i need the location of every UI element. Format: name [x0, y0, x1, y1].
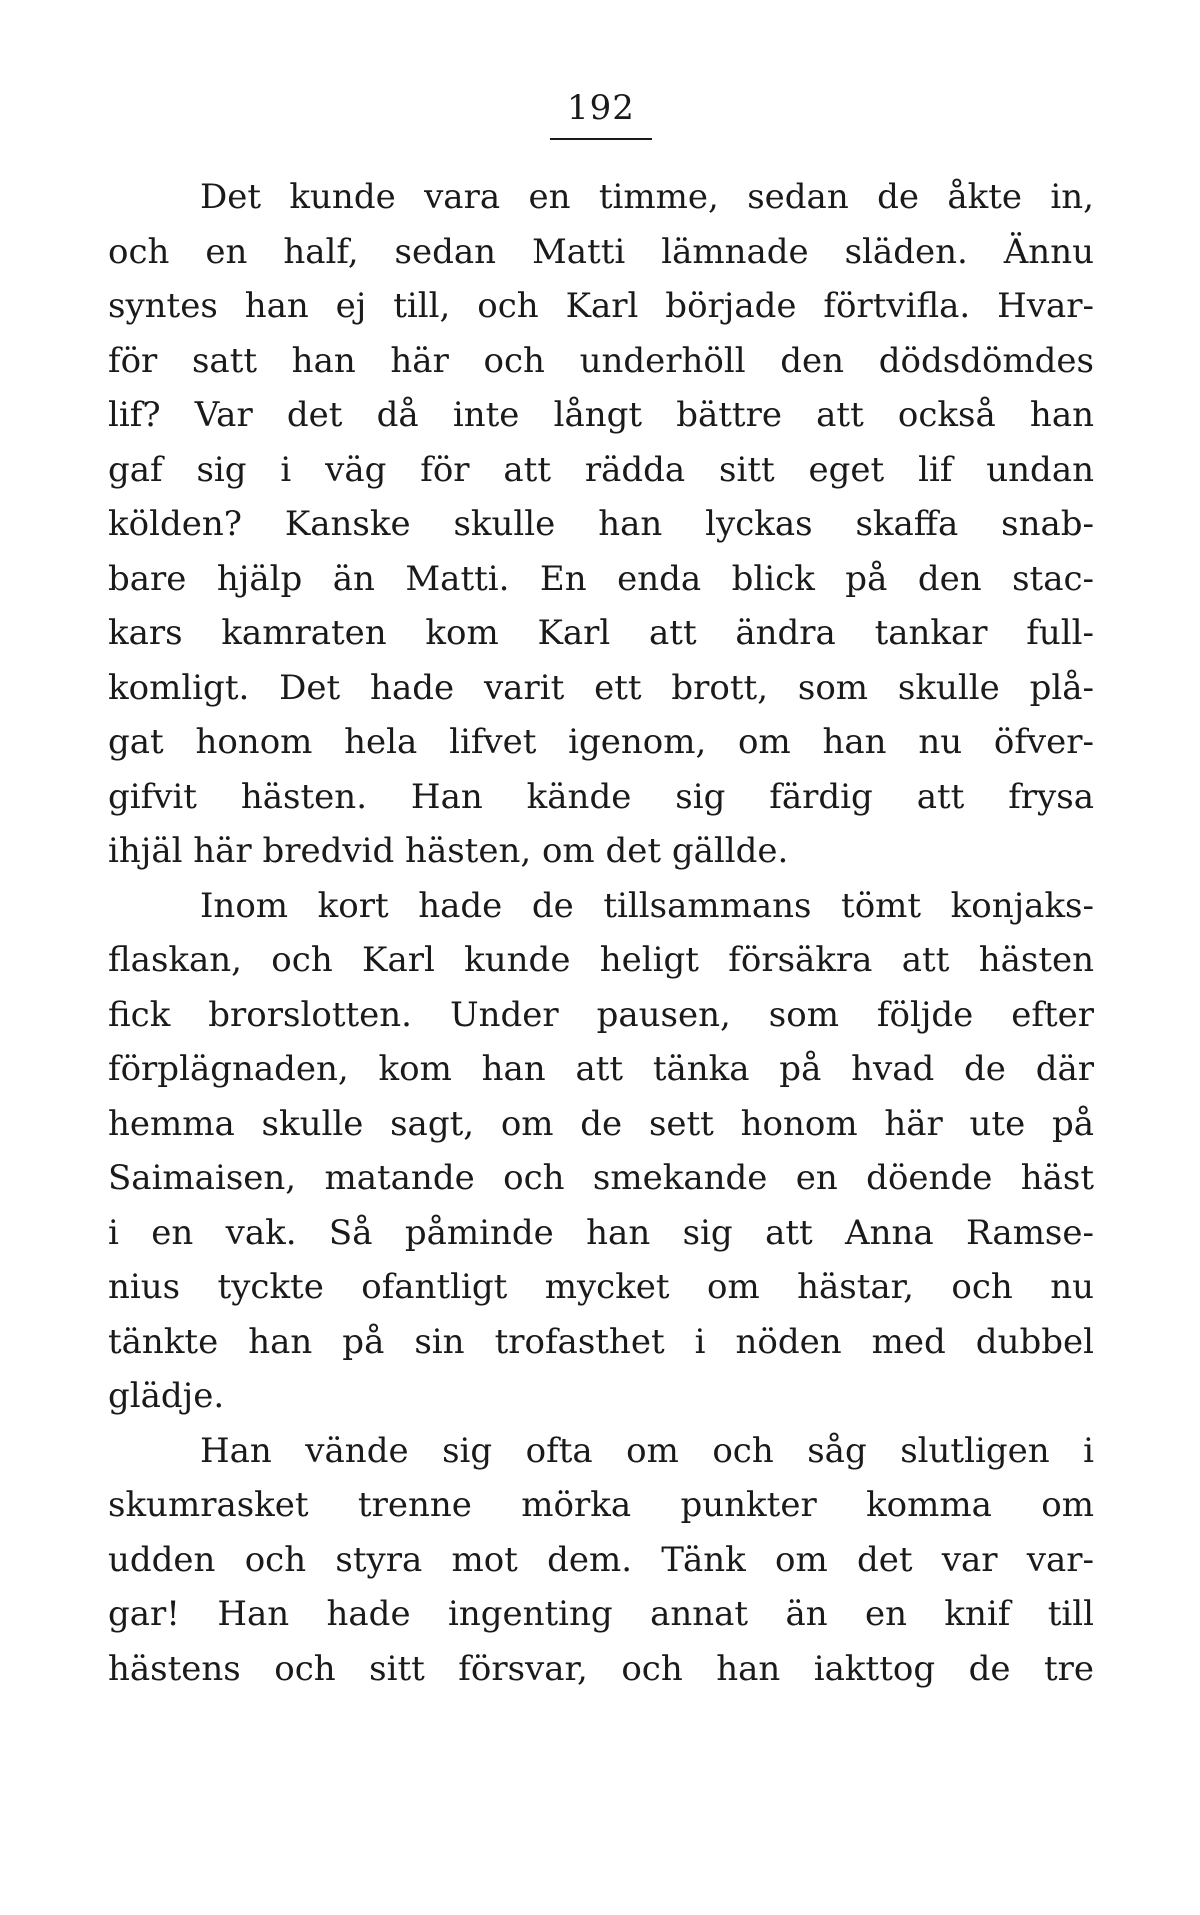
text-line: bare hjälp än Matti. En enda blick på den stac- — [108, 558, 1094, 599]
text-line: syntes han ej till, och Karl började förtvifla. Hvar- — [108, 286, 1094, 326]
text-line: udden och styra mot dem. Tänk om det var var- — [108, 1539, 1094, 1580]
text-line: gifvit hästen. Han kände sig färdig att frysa — [108, 776, 1094, 817]
body-text — [108, 170, 1094, 1696]
text-line: lif? Var det då inte långt bättre att också han — [108, 395, 1094, 435]
text-line: nius tyckte ofantligt mycket om hästar, och nu — [108, 1267, 1094, 1307]
page-number: 192 — [567, 88, 635, 128]
text-line: Inom kort hade de tillsammans tömt konjaks- — [200, 885, 1094, 926]
text-line: förplägnaden, kom han att tänka på hvad de där — [108, 1049, 1094, 1089]
text-line: kölden? Kanske skulle han lyckas skaffa snab- — [108, 504, 1094, 544]
text-line: Saimaisen, matande och smekande en döende häst — [108, 1158, 1094, 1198]
text-line: flaskan, och Karl kunde heligt försäkra att hästen — [108, 940, 1094, 980]
text-line: glädje. — [108, 1376, 225, 1416]
text-line: fick brorslotten. Under pausen, som följde efter — [108, 994, 1094, 1035]
text-line: hästens och sitt försvar, och han iakttog de tre — [108, 1648, 1094, 1689]
text-line: Han vände sig ofta om och såg slutligen i — [200, 1430, 1094, 1471]
text-line: för satt han här och underhöll den dödsdömdes — [108, 340, 1094, 381]
text-line: och en half, sedan Matti lämnade släden. Ännu — [108, 231, 1094, 272]
text-line: gat honom hela lifvet igenom, om han nu öfver- — [108, 722, 1094, 762]
page-number-rule — [550, 138, 652, 140]
text-line: tänkte han på sin trofasthet i nöden med dubbel — [108, 1321, 1094, 1362]
text-line: ihjäl här bredvid hästen, om det gällde. — [108, 831, 789, 871]
text-line: i en vak. Så påminde han sig att Anna Ramse- — [108, 1212, 1094, 1253]
text-line: hemma skulle sagt, om de sett honom här ute på — [108, 1103, 1094, 1144]
text-line: kars kamraten kom Karl att ändra tankar full- — [108, 613, 1094, 653]
text-line: Det kunde vara en timme, sedan de åkte in, — [200, 177, 1094, 217]
text-line: gaf sig i väg för att rädda sitt eget lif undan — [108, 449, 1094, 490]
text-line: skumrasket trenne mörka punkter komma om — [108, 1485, 1094, 1525]
text-line: komligt. Det hade varit ett brott, som skulle plå- — [108, 667, 1094, 708]
text-line: gar! Han hade ingenting annat än en knif till — [108, 1594, 1094, 1634]
